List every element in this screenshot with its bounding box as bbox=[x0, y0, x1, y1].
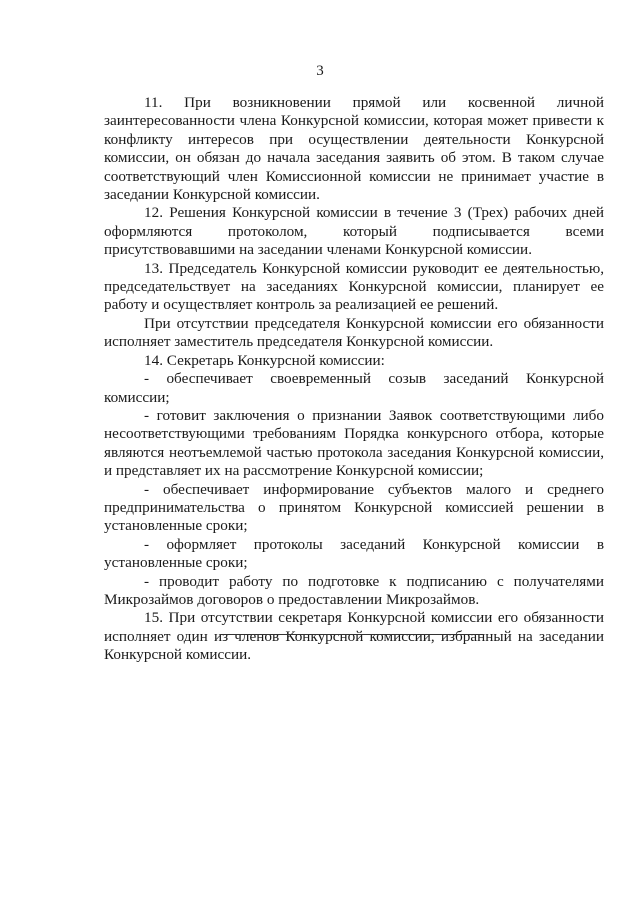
paragraph-13-deputy: При отсутствии председателя Конкурсной комиссии его обязанности исполняет заместитель председателя Конкурсной комиссии. bbox=[104, 314, 604, 351]
paragraph-14-heading: 14. Секретарь Конкурсной комиссии: bbox=[144, 351, 385, 369]
page-number: 3 bbox=[316, 63, 324, 79]
secretary-duty-contracts: - проводит работу по подготовке к подписанию с получателями Микрозаймов договоров о предоставлении Микрозаймов. bbox=[104, 572, 604, 608]
paragraph-12: 12. Решения Конкурсной комиссии в течение 3 (Трех) рабочих дней оформляются протоколом, который подписывается всеми присутствовавшими на заседании членами Конкурсной комиссии. bbox=[104, 204, 604, 259]
secretary-duty-convene: - обеспечивает своевременный созыв заседаний Конкурсной комиссии; bbox=[104, 370, 604, 406]
paragraph-15: 15. При отсутствии секретаря Конкурсной комиссии его обязанности исполняет один из членов Конкурсной комиссии, избранный на заседании Конкурсной комиссии. bbox=[104, 609, 604, 664]
end-divider-line bbox=[220, 634, 484, 635]
document-body bbox=[104, 94, 604, 665]
paragraph-13: 13. Председатель Конкурсной комиссии руководит ее деятельностью, председательствует на заседаниях Конкурсной комиссии, планирует ее работу и осуществляет контроль за реализацией ее решений. bbox=[104, 259, 604, 314]
secretary-duty-protocols: - оформляет протоколы заседаний Конкурсной комиссии в установленные сроки; bbox=[104, 535, 604, 572]
secretary-duty-inform: - обеспечивает информирование субъектов малого и среднего предпринимательства о принятом Конкурсной комиссией решении в установленные сроки; bbox=[104, 480, 604, 535]
paragraph-11: 11. При возникновении прямой или косвенной личной заинтересованности члена Конкурсной комиссии, которая может привести к конфликту интересов при осуществлении деятельности Конкурсной комиссии, он обязан до начала заседания заявить об этом. В таком случае соответствующий член Комиссионной комиссии не принимает участие в заседании Конкурсной комиссии. bbox=[104, 94, 604, 204]
secretary-duty-conclusions: - готовит заключения о признании Заявок соответствующими либо несоответствующими требованиям Порядка конкурсного отбора, которые являются неотъемлемой частью протокола заседания Конкурсной комиссии, и представляет их на рассмотрение Конкурсной комиссии; bbox=[104, 406, 604, 480]
